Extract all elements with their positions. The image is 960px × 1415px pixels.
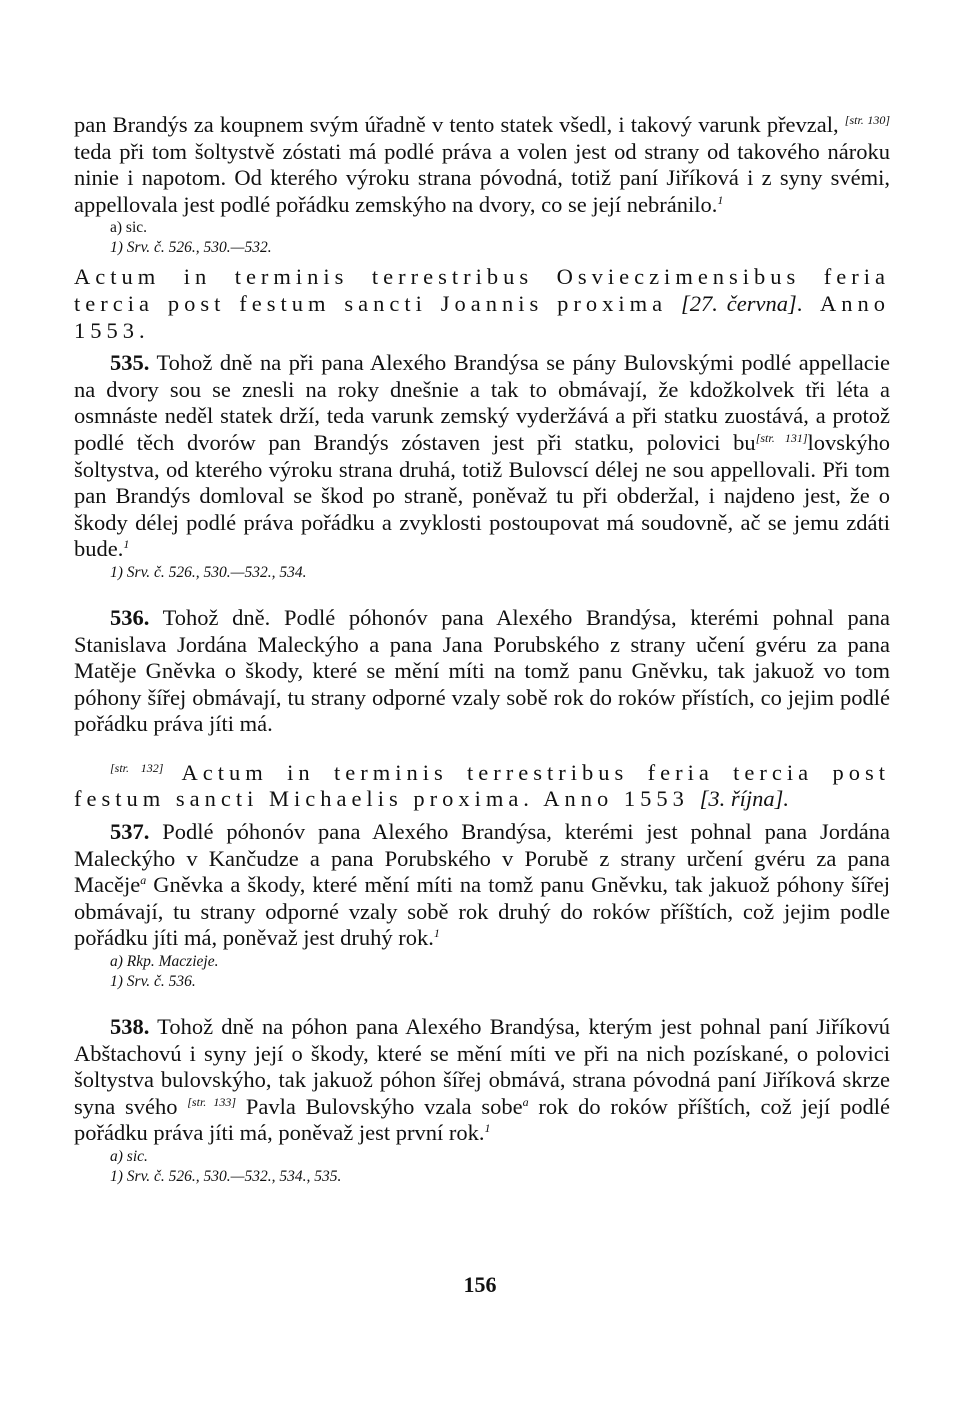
footnote: a) sic. [110, 1148, 148, 1165]
entry-536: 536. Tohož dně. Podlé póhonóv pana Alexého Brandýsa, kterémi pohnal pana Stanislava Jordána Maleckýho a pana Jana Porubského z strany učení gvéru za pana Matěje Gněvka o škody, které se mění míti na tomž panu Gněvku, tak jakuož vo tom póhony šířej obmávají, tu strany odporné vzaly sobě rok do roków přístích, co jejim podlé pořádku práva jíti má. [74, 604, 890, 737]
page-body [74, 112, 890, 1187]
footnote-marker: 1 [717, 192, 724, 207]
page-number: 156 [463, 1272, 497, 1297]
page-ref: [str. 130] [844, 113, 890, 127]
page-ref: [str. 131] [755, 430, 808, 445]
session-heading: [str. 132] Actum in terminis terrestribus feria tercia post festum sancti Michaelis proxima. Anno 1553 [3. října]. [74, 759, 890, 812]
entry-537: 537. Podlé póhonóv pana Alexého Brandýsa, kterémi jest pohnal pana Jordána Maleckýho v Kančudze a pana Porubského v Porubě z strany určení gvéru za pana Macěje$^a$ Gněvka a škody, které mění míti na tomž panu Gněvku, tak jakuož póhony šířej obmávají, tu strany odporné vzaly sobě rok druhý do roków příštích, což jejim podle pořádku jíti má, poněvaž jest druhý rok.$^1$ [74, 819, 890, 951]
page-ref: [str. 133] [187, 1094, 237, 1109]
paragraph-continuation: pan Brandýs za koupnem svým úřadně v tento statek všedl, i takový varunk převzal, [str. 130] teda při tom šoltystvě zóstati má podlé práva a volen jest od strany od takového nároku ninie i napotom. Od kterého výroku strana póvodná, totiž paní Jiříková i z syny svémi, appellovala jest podlé pořádku zemskýho na dvory, co se její nebránilo.$^1$ [74, 112, 890, 217]
footnote: 1) Srv. č. 526., 530.—532., 534. [110, 563, 307, 581]
entry-538: 538. Tohož dně na póhon pana Alexého Brandýsa, kterým jest pohnal paní Jiříkovú Abštachovú i syny její o škody, které se mění míti ve při na nich pozískané, o polovici šoltystva bulovskýho, tak jakuož póhon šířej obmává, strana póvodná paní Jiříková skrze syna svého [str. 133] Pavla Bulovskýho vzala sobe$^a$ rok do roków příštích, což její podlé pořádku práva jíti má, poněvaž jest první rok.$^1$ [74, 1014, 890, 1146]
footnote: a) Rkp. Maczieje. [110, 953, 219, 971]
page-ref: [str. 132] [110, 760, 164, 775]
footnote: a) sic. [110, 219, 148, 237]
footnote: 1) Srv. č. 536. [110, 973, 196, 991]
footnote: 1) Srv. č. 526., 530.—532. [110, 239, 272, 257]
footnote: 1) Srv. č. 526., 530.—532., 534., 535. [110, 1168, 342, 1185]
entry-535: 535. Tohož dně na při pana Alexého Brandýsa se pány Bulovskými podlé appellacie na dvory sou se znesli na roky dnešnie a tak to obmávají, že kdožkolvek tři léta a osmnáste neděl statek drží, teda varunk zemský vyderžává a při statku zuostává, a protož podlé těch dvorów pan Brandýs zóstaven jest při statku, polovici bu[str. 131]lovskýho šoltystva, od kterého výroku strana druhá, totiž Bulovscí délej ne sou appellovali. Při tom pan Brandýs domloval se škod po straně, poněvaž tu při obderžal, i najdeno jest, že o škody délej podlé práva pořádku a zvyklosti postoupovat má soudovně, ač se jemu zdáti bude.$^1$ [74, 350, 891, 562]
session-heading: Actum in terminis terrestribus Osvieczimensibus feria tercia post festum sancti Joannis proxima [27. června]. Anno 1553. [74, 264, 891, 343]
